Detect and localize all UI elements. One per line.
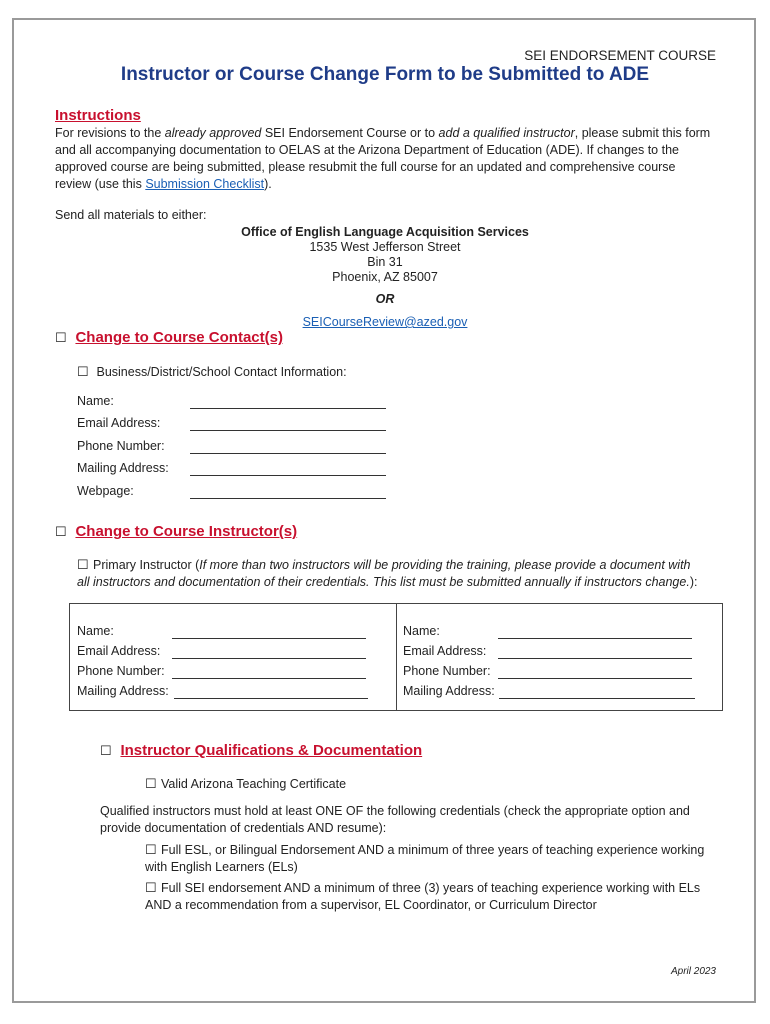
checkbox-primary-instructor[interactable]: ☐: [77, 557, 89, 572]
instructor2-mailing-row: Mailing Address:: [403, 684, 495, 698]
address-street: 1535 West Jefferson Street: [309, 240, 461, 254]
instructor2-phone-row: Phone Number:: [403, 664, 491, 678]
instructor1-name-row: Name:: [77, 624, 114, 638]
submission-checklist-link[interactable]: Submission Checklist: [145, 177, 265, 191]
instructions-paragraph: For revisions to the already approved SEI Endorsement Course or to add a qualified instructor, please submit this form and all accompanying documentation to OELAS at the Arizona Department of Education (ADE). If changes to the approved course are being submitted, please resubmit the full course for an updated and comprehensive course review (use this Submission Checklist).: [55, 126, 711, 191]
contact-name-row: Name:: [77, 394, 114, 408]
instructor-section-header: [55, 523, 297, 541]
certificate-label: Valid Arizona Teaching Certificate: [161, 777, 347, 791]
contact-mailing-row: Mailing Address:: [77, 461, 169, 475]
contact-webpage-field[interactable]: [190, 487, 386, 499]
checkbox-qualifications[interactable]: ☐: [100, 743, 112, 758]
instructor2-mailing-field[interactable]: [499, 687, 695, 699]
qualifications-intro: Qualified instructors must hold at least ONE OF the following credentials (check the appropriate option and provide documentation of credentials AND resume):: [100, 804, 690, 835]
primary-instructor-text: ☐ Primary Instructor (If more than two instructors will be providing the training, please provide a document with all instructors and documentation of their credentials. This list must be submitted annually if instructors change.):: [77, 557, 698, 589]
page-title: Instructor or Course Change Form to be Submitted to ADE: [120, 64, 650, 85]
instructor1-mailing-field[interactable]: [174, 687, 368, 699]
course-label: SEI ENDORSEMENT COURSE: [524, 48, 716, 63]
address-city: Phoenix, AZ 85007: [332, 270, 438, 284]
send-materials-text: Send all materials to either:: [55, 208, 207, 222]
instructor1-phone-field[interactable]: [172, 667, 366, 679]
footer-date: April 2023: [670, 966, 716, 977]
instructor2-email-row: Email Address:: [403, 644, 487, 658]
instructors-table: [69, 603, 723, 711]
instructor1-name-field[interactable]: [172, 627, 366, 639]
instructions-heading: Instructions: [55, 107, 141, 124]
instructor1-email-row: Email Address:: [77, 644, 161, 658]
table-divider: [396, 604, 397, 710]
instructor2-name-field[interactable]: [498, 627, 692, 639]
or-text: OR: [375, 292, 395, 306]
qualifications-heading: Instructor Qualifications & Documentation: [120, 742, 423, 759]
contact-phone-field[interactable]: [190, 442, 386, 454]
checkbox-option-esl[interactable]: ☐: [145, 842, 157, 857]
option-sei: ☐ Full SEI endorsement AND a minimum of three (3) years of teaching experience working with ELs AND a recommendation from a supervisor, EL Coordinator, or Curriculum Director: [145, 880, 701, 912]
instructor1-mailing-row: Mailing Address:: [77, 684, 169, 698]
checkbox-certificate[interactable]: ☐: [145, 776, 157, 791]
contact-webpage-row: Webpage:: [77, 484, 134, 498]
contact-section-heading: Change to Course Contact(s): [75, 329, 283, 346]
office-name: Office of English Language Acquisition Services: [241, 225, 529, 239]
contact-info-row: [77, 364, 347, 380]
address-bin: Bin 31: [367, 255, 403, 269]
checkbox-business-contact[interactable]: ☐: [77, 364, 89, 379]
qualifications-header: [100, 742, 422, 760]
instructor1-email-field[interactable]: [172, 647, 366, 659]
instructor1-phone-row: Phone Number:: [77, 664, 165, 678]
contact-section-header: [55, 329, 283, 347]
contact-phone-row: Phone Number:: [77, 439, 165, 453]
option-esl: ☐ Full ESL, or Bilingual Endorsement AND a minimum of three years of teaching experience working with English Learners (ELs): [145, 842, 705, 874]
instructor2-phone-field[interactable]: [498, 667, 692, 679]
contact-mailing-field[interactable]: [190, 464, 386, 476]
contact-email-field[interactable]: [190, 419, 386, 431]
checkbox-instructor[interactable]: ☐: [55, 524, 67, 539]
checkbox-option-sei[interactable]: ☐: [145, 880, 157, 895]
email-link[interactable]: SEICourseReview@azed.gov: [302, 315, 468, 329]
instructor2-email-field[interactable]: [498, 647, 692, 659]
business-contact-label: Business/District/School Contact Information:: [96, 365, 347, 379]
instructor-section-heading: Change to Course Instructor(s): [75, 523, 298, 540]
instructor2-name-row: Name:: [403, 624, 440, 638]
contact-name-field[interactable]: [190, 397, 386, 409]
certificate-row: [145, 776, 346, 792]
checkbox-contact[interactable]: ☐: [55, 330, 67, 345]
contact-email-row: Email Address:: [77, 416, 161, 430]
